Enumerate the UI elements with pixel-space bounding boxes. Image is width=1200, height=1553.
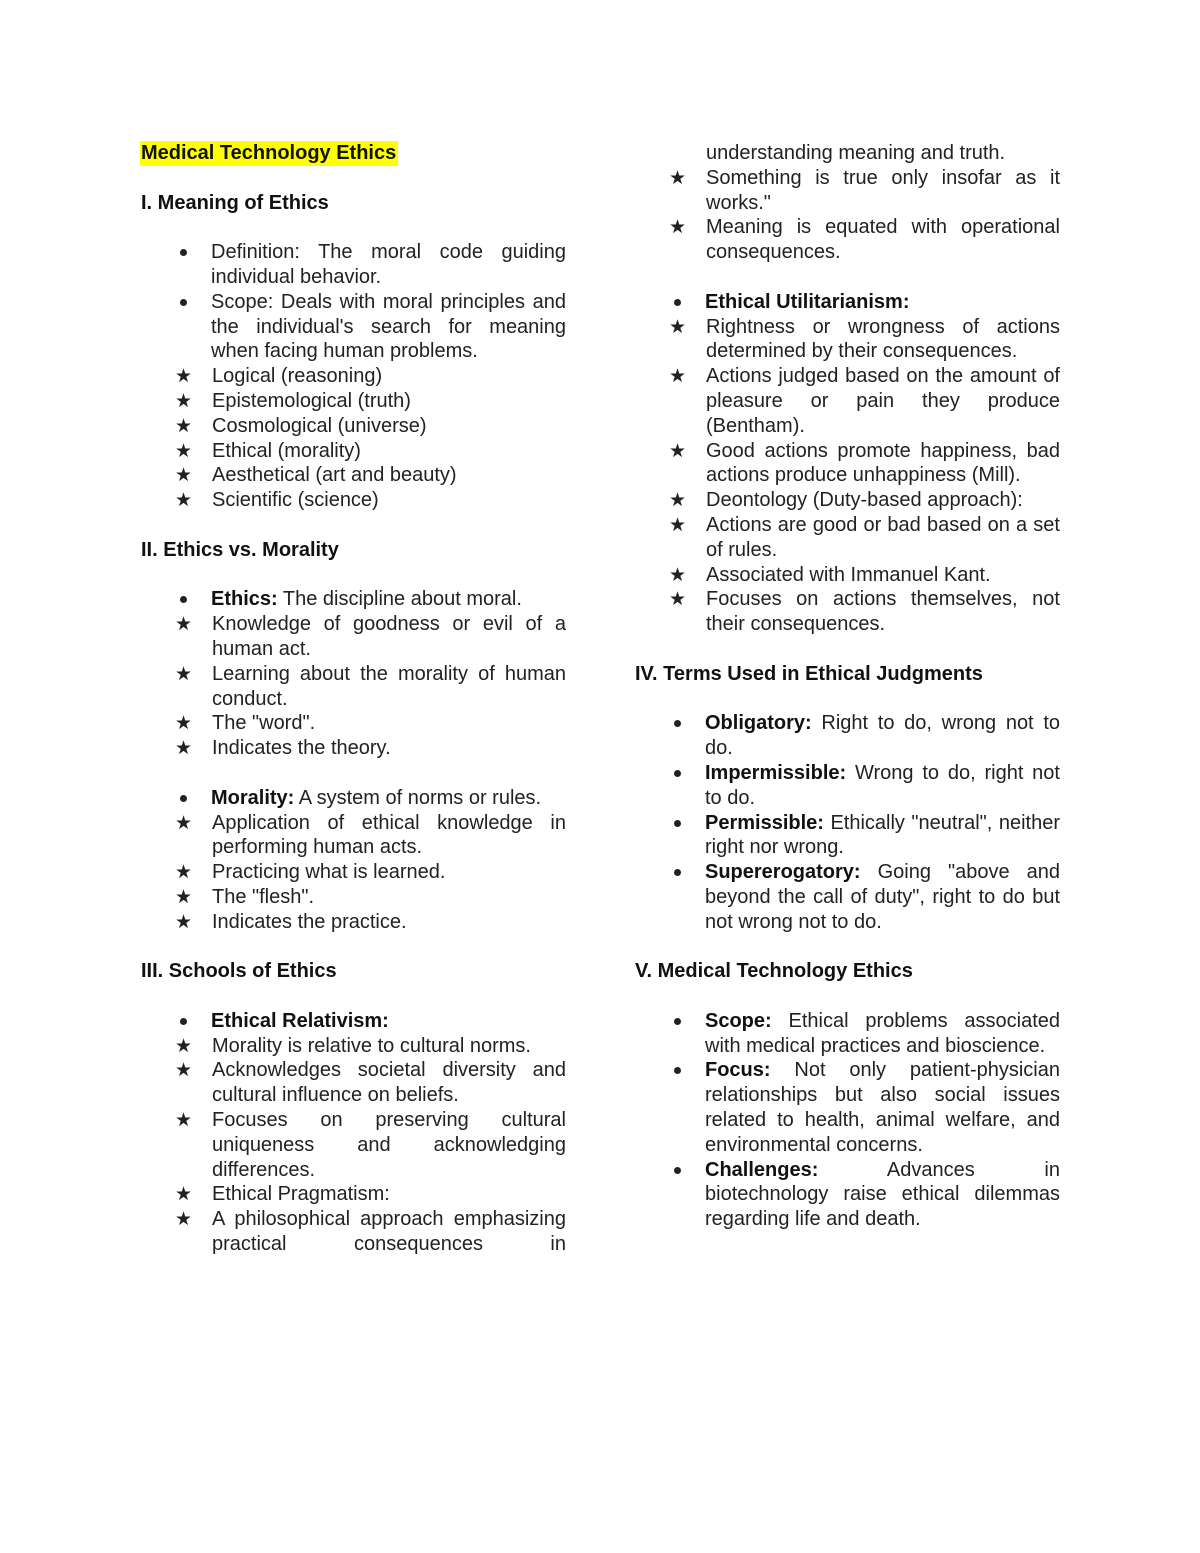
star-item: ★ Focuses on preserving cultural uniqueness and acknowledging differences. bbox=[175, 1109, 566, 1181]
star-item: ★ Aesthetical (art and beauty) bbox=[175, 464, 457, 487]
star-icon: ★ bbox=[669, 439, 687, 462]
star-icon: ★ bbox=[669, 513, 687, 536]
section-heading-meaning: I. Meaning of Ethics bbox=[141, 191, 329, 214]
star-item: ★ Indicates the theory. bbox=[175, 737, 391, 760]
list-item: Obligatory: Right to do, wrong not to do. bbox=[635, 711, 1060, 761]
list-item: Ethical Relativism: bbox=[141, 1009, 566, 1034]
utilitarianism-list bbox=[635, 290, 1060, 637]
relativism-list bbox=[141, 1009, 566, 1257]
star-item: ★ Actions judged based on the amount of pleasure or pain they produce (Bentham). bbox=[669, 365, 1060, 437]
star-item: ★ Ethical Pragmatism: bbox=[175, 1183, 390, 1206]
star-icon: ★ bbox=[669, 489, 687, 512]
section-heading-terms: IV. Terms Used in Ethical Judgments bbox=[635, 662, 983, 685]
star-icon: ★ bbox=[175, 1208, 193, 1231]
list-item: Permissible: Ethically "neutral", neither right nor wrong. bbox=[635, 811, 1060, 861]
star-icon: ★ bbox=[175, 885, 193, 908]
star-item: ★ Learning about the morality of human conduct. bbox=[175, 662, 566, 710]
star-item: ★ Scientific (science) bbox=[175, 489, 379, 512]
left-column bbox=[141, 141, 566, 1257]
star-icon: ★ bbox=[175, 613, 193, 636]
star-icon: ★ bbox=[175, 464, 193, 487]
list-item: Ethics: The discipline about moral. bbox=[141, 587, 566, 612]
star-icon: ★ bbox=[175, 662, 193, 685]
star-item: ★ The "flesh". bbox=[175, 885, 315, 908]
star-icon: ★ bbox=[175, 389, 193, 412]
morality-list bbox=[141, 786, 566, 935]
document-title: Medical Technology Ethics bbox=[141, 142, 397, 164]
list-item: Supererogatory: Going "above and beyond the call of duty", right to do but not wrong not to do. bbox=[635, 860, 1060, 934]
relativism-list-continued bbox=[635, 141, 1060, 265]
section-heading-schools: III. Schools of Ethics bbox=[141, 960, 337, 983]
star-item: ★ Knowledge of goodness or evil of a human act. bbox=[175, 613, 566, 660]
star-item: ★ Good actions promote happiness, bad actions produce unhappiness (Mill). bbox=[669, 439, 1060, 487]
star-icon: ★ bbox=[175, 861, 193, 884]
star-item: ★ Cosmological (universe) bbox=[175, 414, 427, 437]
star-icon: ★ bbox=[175, 365, 193, 388]
star-item: ★ Acknowledges societal diversity and cultural influence on beliefs. bbox=[175, 1059, 566, 1107]
star-item: ★ Focuses on actions themselves, not their consequences. bbox=[669, 588, 1060, 636]
list-item: Challenges: Advances in biotechnology raise ethical dilemmas regarding life and death. bbox=[635, 1158, 1060, 1232]
section-heading-medtech: V. Medical Technology Ethics bbox=[635, 960, 913, 983]
section-heading-ethics-vs-morality: II. Ethics vs. Morality bbox=[141, 538, 339, 561]
star-icon: ★ bbox=[669, 166, 687, 189]
list-item: Morality: A system of norms or rules. bbox=[141, 786, 566, 811]
star-icon: ★ bbox=[175, 712, 193, 735]
star-icon: ★ bbox=[175, 1183, 193, 1206]
star-icon: ★ bbox=[175, 489, 193, 512]
star-icon: ★ bbox=[175, 1109, 193, 1132]
star-item: ★ Something is true only insofar as it works." bbox=[669, 166, 1060, 214]
star-item: ★ Deontology (Duty-based approach): bbox=[669, 489, 1023, 512]
star-item: ★ Epistemological (truth) bbox=[175, 389, 411, 412]
star-item: ★ Rightness or wrongness of actions determined by their consequences. bbox=[669, 315, 1060, 363]
meaning-list bbox=[141, 240, 566, 513]
star-item: ★ Actions are good or bad based on a set of rules. bbox=[669, 513, 1060, 561]
star-item-continued: understanding meaning and truth. bbox=[706, 142, 1006, 164]
star-item: ★ Meaning is equated with operational consequences. bbox=[669, 216, 1060, 264]
right-column bbox=[635, 141, 1060, 1232]
list-item: Scope: Deals with moral principles and the individual's search for meaning when facing human problems. bbox=[141, 290, 566, 364]
star-icon: ★ bbox=[175, 910, 193, 933]
star-item: ★ Practicing what is learned. bbox=[175, 861, 446, 884]
star-icon: ★ bbox=[669, 588, 687, 611]
star-icon: ★ bbox=[669, 365, 687, 388]
star-icon: ★ bbox=[175, 1059, 193, 1082]
star-item: ★ Indicates the practice. bbox=[175, 910, 407, 933]
star-item: ★ Logical (reasoning) bbox=[175, 365, 383, 388]
ethics-list bbox=[141, 587, 566, 761]
star-icon: ★ bbox=[175, 737, 193, 760]
star-icon: ★ bbox=[669, 216, 687, 239]
medtech-list bbox=[635, 1009, 1060, 1232]
star-item: ★ Associated with Immanuel Kant. bbox=[669, 563, 991, 586]
list-item: Ethical Utilitarianism: bbox=[635, 290, 1060, 315]
star-item: ★ Ethical (morality) bbox=[175, 439, 361, 462]
star-icon: ★ bbox=[175, 414, 193, 437]
star-item: ★ A philosophical approach emphasizing practical consequences in bbox=[175, 1208, 566, 1256]
star-icon: ★ bbox=[669, 563, 687, 586]
star-icon: ★ bbox=[175, 439, 193, 462]
list-item: Scope: Ethical problems associated with medical practices and bioscience. bbox=[635, 1009, 1060, 1059]
star-icon: ★ bbox=[175, 1034, 193, 1057]
terms-list bbox=[635, 711, 1060, 934]
list-item: Impermissible: Wrong to do, right not to do. bbox=[635, 761, 1060, 811]
star-item: ★ Application of ethical knowledge in performing human acts. bbox=[175, 811, 566, 859]
star-icon: ★ bbox=[175, 811, 193, 834]
star-item: ★ Morality is relative to cultural norms. bbox=[175, 1034, 531, 1057]
star-item: ★ The "word". bbox=[175, 712, 316, 735]
star-icon: ★ bbox=[669, 315, 687, 338]
list-item: Focus: Not only patient-physician relationships but also social issues related to health, animal welfare, and environmental concerns. bbox=[635, 1058, 1060, 1157]
list-item: Definition: The moral code guiding individual behavior. bbox=[141, 240, 566, 290]
